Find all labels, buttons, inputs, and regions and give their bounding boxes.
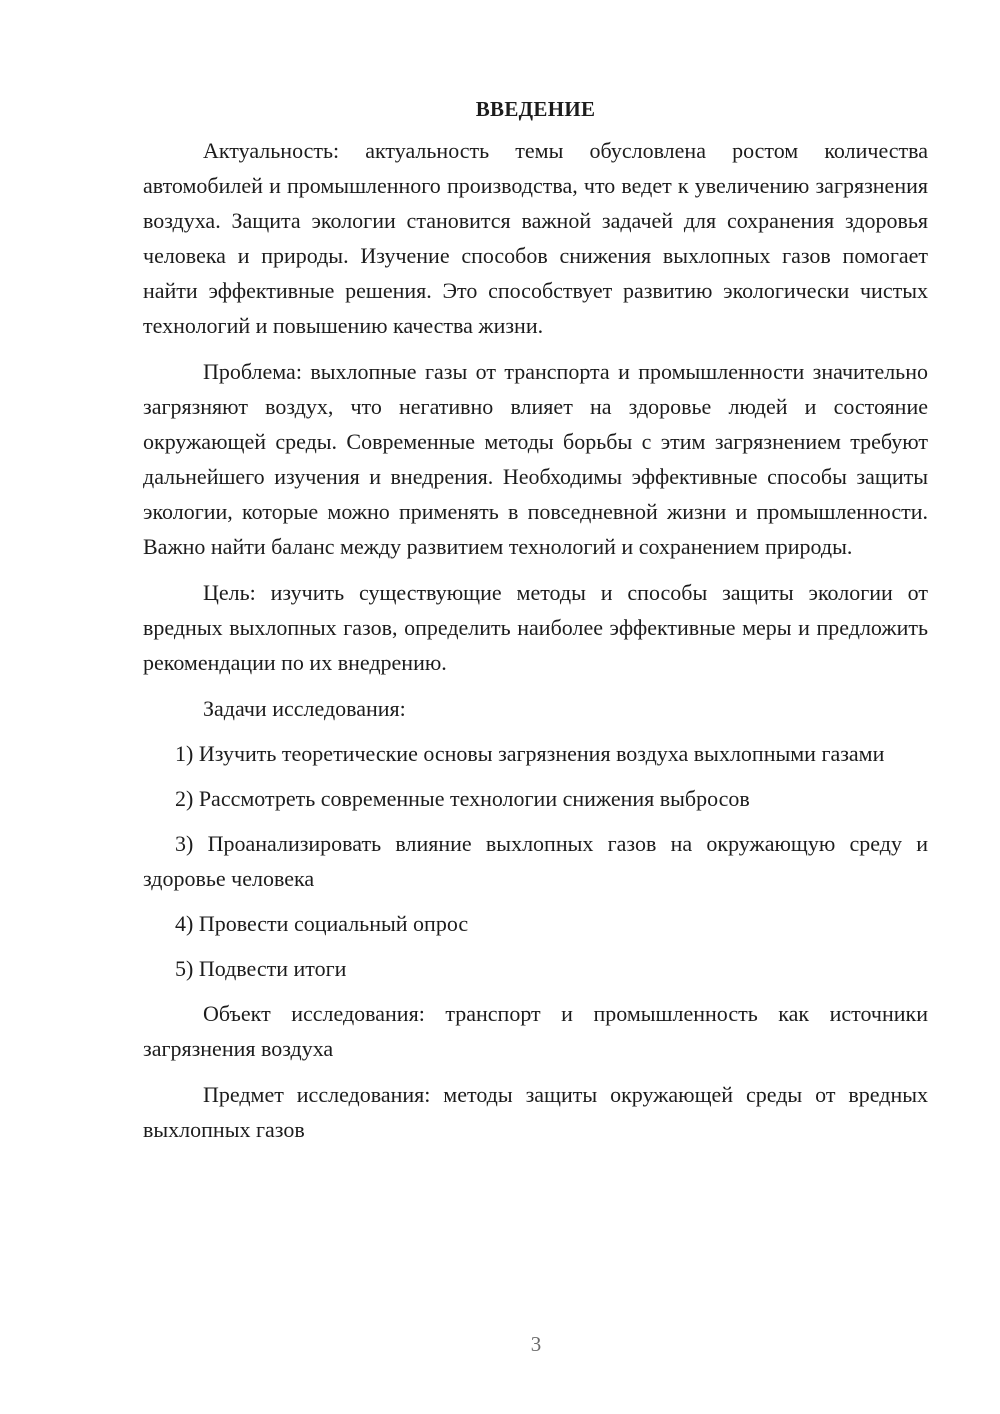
task-list <box>143 736 928 986</box>
task-item-4: 4) Провести социальный опрос <box>175 911 469 936</box>
task-item-1: 1) Изучить теоретические основы загрязнения воздуха выхлопными газами <box>175 741 885 766</box>
page-content <box>143 92 928 1158</box>
goal-paragraph: Цель: изучить существующие методы и способы защиты экологии от вредных выхлопных газов, определить наиболее эффективные меры и предложить рекомендации по их внедрению. <box>143 580 928 675</box>
page-number: 3 <box>530 1332 542 1356</box>
relevance-paragraph: Актуальность: актуальность темы обусловлена ростом количества автомобилей и промышленного производства, что ведет к увеличению загрязнения воздуха. Защита экологии становится важной задачей для сохранения здоровья человека и природы. Изучение способов снижения выхлопных газов помогает найти эффективные решения. Это способствует развитию экологически чистых технологий и повышению качества жизни. <box>143 138 928 338</box>
task-item-2: 2) Рассмотреть современные технологии снижения выбросов <box>175 786 750 811</box>
object-paragraph: Объект исследования: транспорт и промышленность как источники загрязнения воздуха <box>143 1001 928 1061</box>
section-title: ВВЕДЕНИЕ <box>475 97 596 121</box>
problem-paragraph: Проблема: выхлопные газы от транспорта и промышленности значительно загрязняют воздух, что негативно влияет на здоровье людей и состояние окружающей среды. Современные методы борьбы с этим загрязнением требуют дальнейшего изучения и внедрения. Необходимы эффективные способы защиты экологии, которые можно применять в повседневной жизни и промышленности. Важно найти баланс между развитием технологий и сохранением природы. <box>143 359 928 559</box>
subject-paragraph: Предмет исследования: методы защиты окружающей среды от вредных выхлопных газов <box>143 1082 928 1142</box>
task-item-3: 3) Проанализировать влияние выхлопных газов на окружающую среду и здоровье человека <box>143 831 928 891</box>
task-item-5: 5) Подвести итоги <box>175 956 347 981</box>
tasks-heading: Задачи исследования: <box>203 696 406 721</box>
